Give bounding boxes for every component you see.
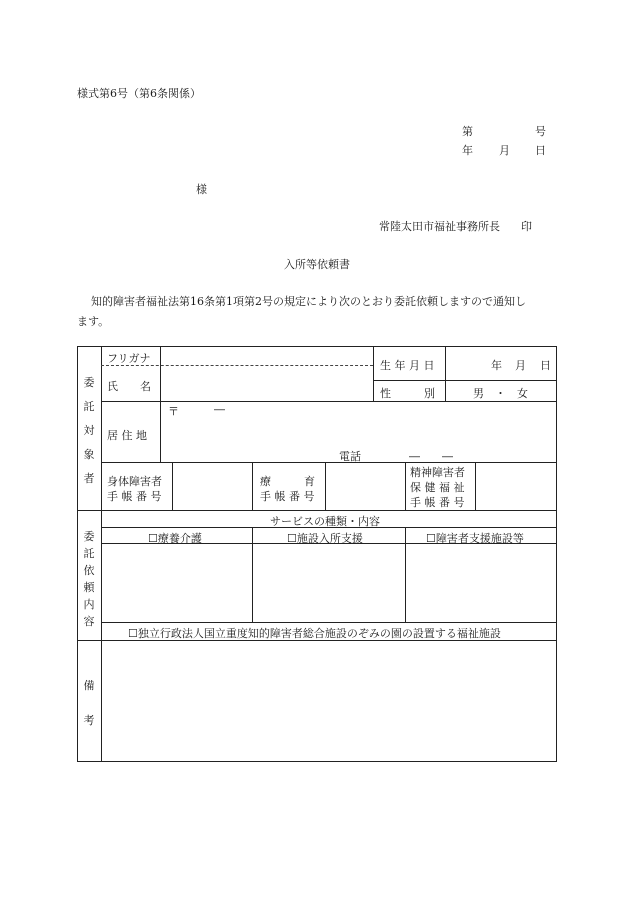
name-field[interactable] [162,367,370,399]
request-label-char: 頼 [83,581,95,594]
request-label-char: 内 [83,598,95,611]
mental-handbook-field[interactable] [477,464,554,508]
phone-dashes: ― ― [409,450,453,463]
ryoiku-handbook-label: 手 帳 番 号 [260,490,315,503]
address-field[interactable] [162,418,554,442]
request-label-char: 依 [83,564,95,577]
physical-handbook-label: 手 帳 番 号 [107,490,162,503]
date-year: 年 [462,144,473,157]
postal-dash: ― [214,403,225,416]
addressee-suffix: 様 [196,183,207,196]
number-label: 第 [462,125,473,138]
subject-label-char: 託 [83,400,95,413]
name-label: 氏 名 [107,380,151,393]
service-content-field[interactable] [254,545,403,620]
furigana-label: フリガナ [107,352,151,365]
mental-handbook-label: 手 帳 番 号 [410,496,465,509]
mental-handbook-label: 保 健 福 祉 [410,481,465,494]
remarks-label-char: 考 [83,714,95,727]
birth-year-label: 年 [491,359,502,372]
remarks-label-char: 備 [83,679,95,692]
ryoiku-handbook-label: 療 育 [260,475,315,488]
remarks-field[interactable] [103,642,554,759]
service-header: サービスの種類・内容 [270,515,380,528]
seal: 印 [521,220,532,233]
subject-label-char: 委 [83,376,95,389]
service-checkbox-nyusho[interactable]: ☐施設入所支援 [287,532,363,545]
request-label-char: 委 [83,530,95,543]
service-content-field[interactable] [103,545,250,620]
physical-handbook-field[interactable] [174,464,250,508]
form-number: 様式第6号（第6条関係） [77,87,201,100]
postal-mark: 〒 [168,405,179,418]
physical-handbook-label: 身体障害者 [107,475,162,488]
sex-options[interactable]: 男 ・ 女 [473,387,528,400]
subject-label-char: 者 [83,472,95,485]
body-text-line-1: 知的障害者福祉法第16条第1項第2号の規定により次のとおり委託依頼しますので通知し [91,295,526,308]
request-label-char: 託 [83,547,95,560]
sex-label: 性 別 [380,387,435,400]
facility-checkbox[interactable]: ☐独立行政法人国立重度知的障害者総合施設のぞみの園の設置する福祉施設 [128,627,501,640]
date-day: 日 [535,144,546,157]
birth-date-label: 生 年 月 日 [380,359,435,372]
issuer: 常陸太田市福祉事務所長 [379,220,500,233]
request-label-char: 容 [83,615,95,628]
service-content-field[interactable] [407,545,554,620]
service-checkbox-ryoyo[interactable]: ☐療養介護 [148,532,202,545]
birth-month-label: 月 [515,359,526,372]
address-label: 居 住 地 [107,429,147,442]
body-text-line-2: ます。 [77,315,110,328]
subject-label-char: 対 [83,424,95,437]
birth-day-label: 日 [540,359,551,372]
document-title: 入所等依頼書 [284,258,350,271]
ryoiku-handbook-field[interactable] [327,464,403,508]
phone-label: 電話 [339,450,361,463]
date-month: 月 [499,144,510,157]
service-checkbox-shien[interactable]: ☐障害者支援施設等 [426,532,524,545]
furigana-field[interactable] [162,348,370,364]
number-suffix: 号 [535,125,546,138]
subject-label-char: 象 [83,448,95,461]
mental-handbook-label: 精神障害者 [410,466,465,479]
